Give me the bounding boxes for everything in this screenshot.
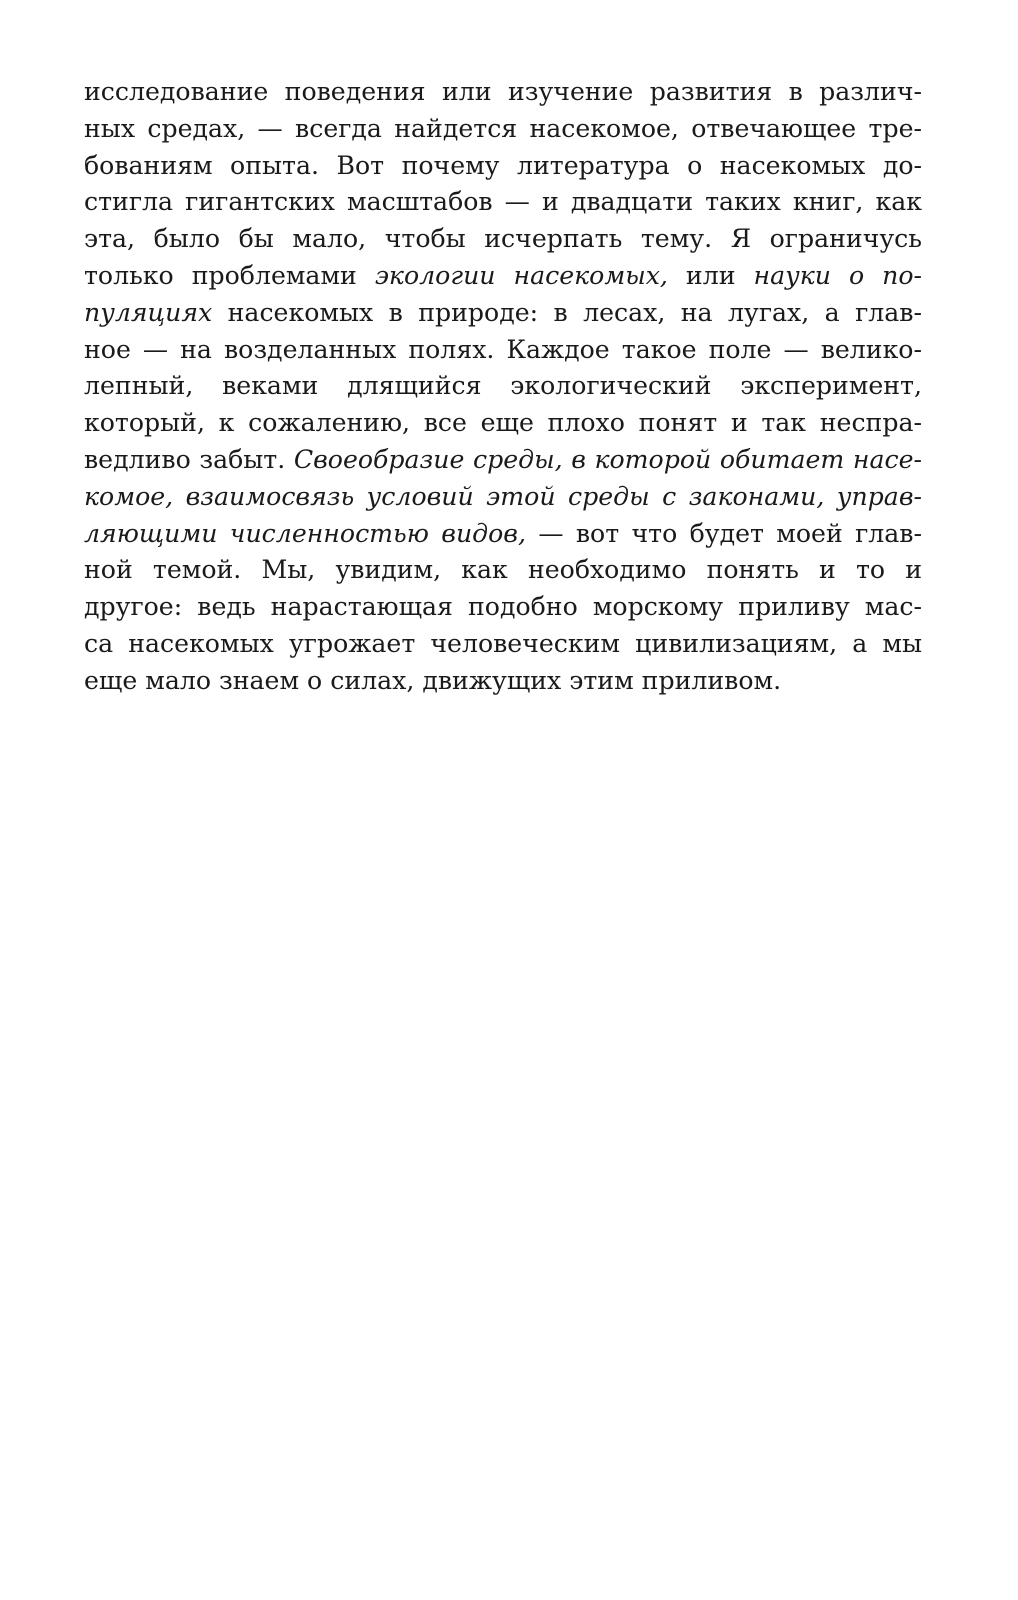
text-run: еще мало знаем о силах, движущих этим приливом. (84, 665, 782, 695)
text-run: стигла гигантских масштабов — и двадцати таких книг, как (84, 187, 922, 217)
body-paragraph (84, 74, 922, 700)
text-line (84, 221, 922, 258)
text-run: ной темой. Мы, увидим, как необходимо понять и то и (84, 555, 922, 585)
text-run: другое: ведь нарастающая подобно морскому приливу мас- (84, 592, 922, 622)
italic-text-run: науки о по- (753, 260, 922, 290)
text-run: лепный, веками длящийся экологический эксперимент, (84, 371, 922, 401)
text-run: са насекомых угрожает человеческим цивилизациям, а мы (84, 628, 922, 658)
text-run: насекомых в природе: в лесах, на лугах, а глав- (212, 297, 922, 327)
italic-text-run: экологии насекомых, (374, 260, 668, 290)
text-run: только проблемами (84, 260, 375, 290)
text-run: или (667, 260, 754, 290)
text-run: который, к сожалению, все еще плохо понят и так неспра- (84, 408, 922, 438)
text-line (84, 442, 922, 479)
text-line (84, 479, 922, 516)
text-line (84, 589, 922, 626)
text-line (84, 405, 922, 442)
text-line (84, 111, 922, 148)
text-line (84, 332, 922, 369)
text-line (84, 552, 922, 589)
text-line (84, 184, 922, 221)
italic-text-run: ляющими численностью видов, (84, 518, 526, 548)
italic-text-run: Своеобразие среды, в которой обитает насе- (293, 444, 922, 474)
text-run: ведливо забыт. (84, 444, 294, 474)
text-run: бованиям опыта. Вот почему литература о насекомых до- (84, 150, 922, 180)
text-run: ных средах, — всегда найдется насекомое, отвечающее тре- (84, 113, 922, 143)
text-line (84, 516, 922, 553)
text-run: исследование поведения или изучение развития в различ- (84, 77, 922, 106)
text-line (84, 368, 922, 405)
text-run: — вот что будет моей глав- (525, 518, 922, 548)
text-line (84, 148, 922, 185)
italic-text-run: комое, взаимосвязь условий этой среды с законами, управ- (84, 481, 922, 511)
text-line (84, 258, 922, 295)
text-run: эта, было бы мало, чтобы исчерпать тему. Я ограничусь (84, 224, 922, 254)
text-line (84, 663, 922, 700)
italic-text-run: пуляциях (84, 297, 213, 327)
text-run: ное — на возделанных полях. Каждое такое поле — велико- (84, 334, 922, 364)
text-line (84, 74, 922, 111)
text-line (84, 295, 922, 332)
text-line (84, 626, 922, 663)
